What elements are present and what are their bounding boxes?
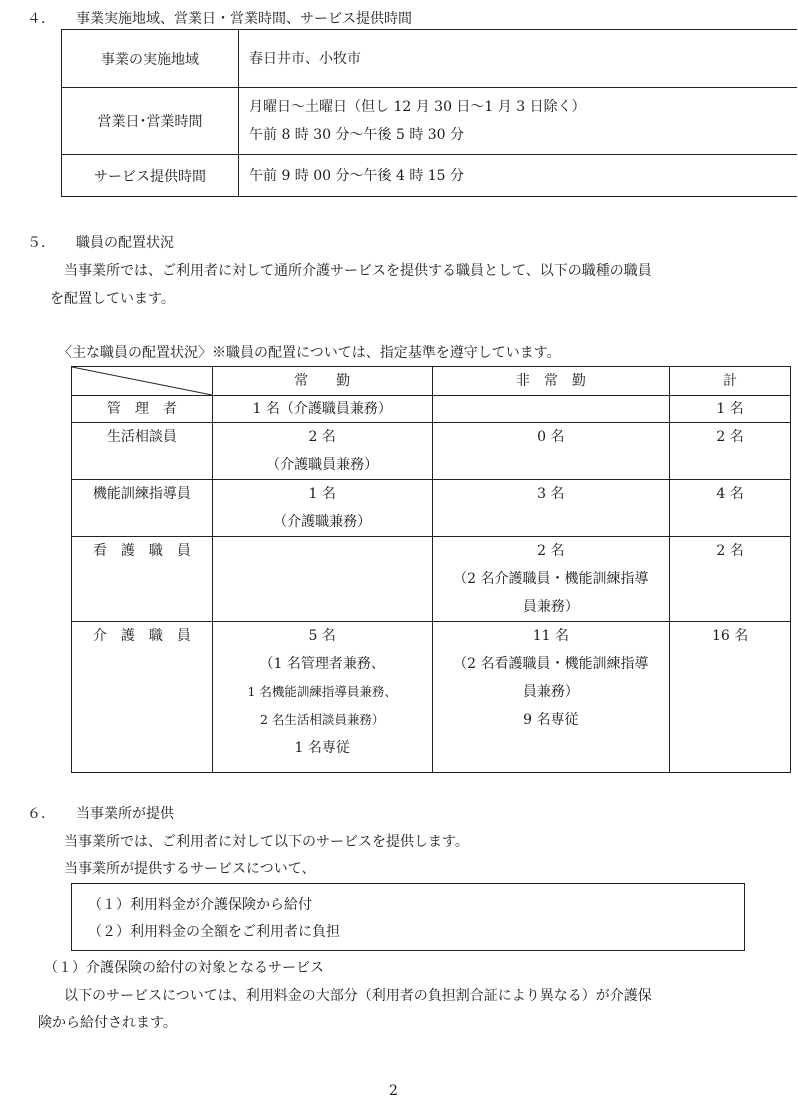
column-header-parttime: 非 常 勤 bbox=[432, 367, 670, 396]
parttime-cell bbox=[432, 423, 670, 480]
service-time-line: 午前 9 時 00 分～午後 4 時 15 分 bbox=[249, 167, 465, 184]
hours-line: 月曜日～土曜日（但し 12 月 30 日～1 月 3 日除く） bbox=[249, 99, 586, 115]
cell-line: 1 名 bbox=[308, 486, 336, 502]
table-row bbox=[72, 480, 791, 537]
area-line: 春日井市、小牧市 bbox=[249, 50, 361, 67]
staff-table-caption: 〈主な職員の配置状況〉※職員の配置については、指定基準を遵守しています。 bbox=[58, 345, 561, 361]
services-box bbox=[71, 883, 745, 951]
cell-line: （介護職員兼務） bbox=[266, 457, 379, 473]
role-cell: 介 護 職 員 bbox=[72, 622, 213, 773]
staff-table bbox=[71, 366, 791, 773]
cell-line: 2 名 bbox=[308, 429, 336, 445]
role-cell: 生活相談員 bbox=[72, 423, 213, 480]
area-label: 事業の実施地域 bbox=[62, 30, 239, 88]
fulltime-cell bbox=[212, 537, 432, 622]
table-row bbox=[72, 537, 791, 622]
fulltime-cell bbox=[212, 622, 432, 773]
fulltime-cell bbox=[212, 423, 432, 480]
total-cell: 4 名 bbox=[670, 480, 791, 537]
cell-line: 2 名 bbox=[537, 543, 565, 559]
cell-line: 2 名生活相談員兼務） bbox=[259, 712, 385, 727]
cell-line: （2 名介護職員・機能訓練指導 bbox=[453, 571, 649, 587]
cell-line: 員兼務） bbox=[522, 599, 579, 615]
hours-label: 営業日･営業時間 bbox=[62, 88, 239, 155]
hours-value bbox=[239, 88, 798, 155]
cell-line: 9 名専従 bbox=[523, 712, 579, 728]
hours-line: 午前 8 時 30 分～午後 5 時 30 分 bbox=[249, 127, 465, 143]
section5-paragraph-line: 当事業所では、ご利用者に対して通所介護サービスを提供する職員として、以下の職種の職員 bbox=[64, 263, 652, 279]
cell-line: 員兼務） bbox=[522, 684, 579, 700]
table-header-row bbox=[72, 367, 791, 396]
cell-line: 3 名 bbox=[537, 486, 565, 502]
cell-line: 0 名 bbox=[537, 429, 565, 445]
cell-line: （2 名看護職員・機能訓練指導 bbox=[453, 656, 649, 672]
cell-line: 11 名 bbox=[532, 628, 569, 644]
parttime-cell bbox=[432, 396, 670, 423]
page-number: 2 bbox=[389, 1083, 398, 1099]
section5-heading: ５． 職員の配置状況 bbox=[27, 235, 174, 251]
section4-table bbox=[61, 29, 797, 197]
service-time-label: サービス提供時間 bbox=[62, 155, 239, 197]
parttime-cell bbox=[432, 480, 670, 537]
parttime-cell bbox=[432, 622, 670, 773]
table-row bbox=[72, 622, 791, 773]
parttime-cell bbox=[432, 537, 670, 622]
role-cell: 管 理 者 bbox=[72, 396, 213, 423]
column-header-fulltime: 常 勤 bbox=[212, 367, 432, 396]
section6-paragraph-line: 以下のサービスについては、利用料金の大部分（利用者の負担割合証により異なる）が介護保 bbox=[64, 988, 652, 1004]
column-header-total: 計 bbox=[670, 367, 791, 396]
total-cell: 2 名 bbox=[670, 423, 791, 480]
total-cell: 16 名 bbox=[670, 622, 791, 773]
services-box-item: （１）利用料金が介護保険から給付 bbox=[88, 897, 312, 913]
section6-line: 当事業所では、ご利用者に対して以下のサービスを提供します。 bbox=[64, 834, 469, 850]
role-cell: 看 護 職 員 bbox=[72, 537, 213, 622]
table-row bbox=[62, 30, 798, 88]
cell-line: （介護職兼務） bbox=[273, 514, 372, 530]
section5-paragraph-line: を配置しています。 bbox=[50, 291, 175, 307]
table-row bbox=[62, 155, 798, 197]
cell-line: 1 名（介護職員兼務） bbox=[252, 401, 392, 417]
service-time-value bbox=[239, 155, 798, 197]
section6-line: 当事業所が提供するサービスについて、 bbox=[64, 861, 316, 877]
role-cell: 機能訓練指導員 bbox=[72, 480, 213, 537]
subsection-heading: （１）介護保険の給付の対象となるサービス bbox=[44, 960, 324, 976]
total-cell: 2 名 bbox=[670, 537, 791, 622]
area-value bbox=[239, 30, 798, 88]
cell-line: 1 名専従 bbox=[294, 740, 350, 756]
services-box-item: （２）利用料金の全額をご利用者に負担 bbox=[88, 924, 340, 940]
table-row bbox=[72, 396, 791, 423]
table-row bbox=[62, 88, 798, 155]
table-row bbox=[72, 423, 791, 480]
cell-line: 1 名機能訓練指導員兼務、 bbox=[247, 684, 397, 699]
diagonal-header-cell bbox=[72, 367, 213, 396]
section6-heading: ６． 当事業所が提供 bbox=[27, 806, 174, 822]
fulltime-cell bbox=[212, 480, 432, 537]
fulltime-cell bbox=[212, 396, 432, 423]
total-cell: 1 名 bbox=[670, 396, 791, 423]
diagonal-line bbox=[72, 367, 212, 395]
cell-line: （1 名管理者兼務、 bbox=[259, 656, 385, 672]
section4-heading: ４． 事業実施地域、営業日・営業時間、サービス提供時間 bbox=[27, 11, 412, 27]
cell-line: 5 名 bbox=[308, 628, 336, 644]
section6-paragraph-line: 険から給付されます。 bbox=[38, 1015, 177, 1031]
